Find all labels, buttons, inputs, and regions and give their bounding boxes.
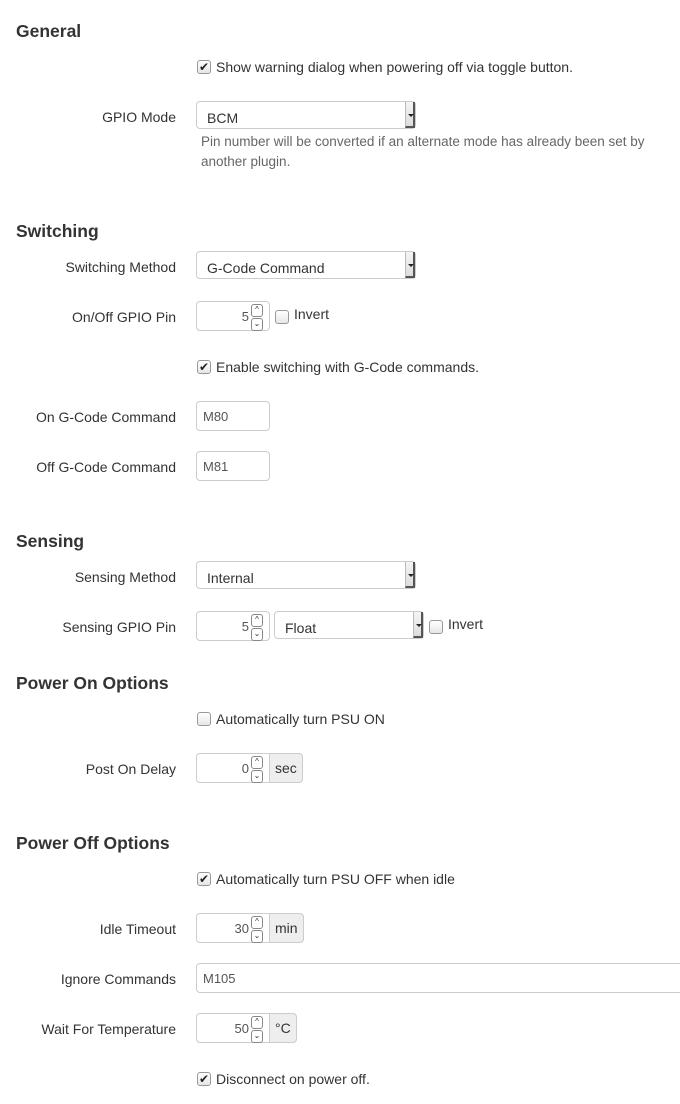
idle-timeout-unit: min [270,913,304,943]
number-spinner[interactable] [251,614,263,638]
idle-timeout-input[interactable] [196,913,270,943]
number-spinner[interactable] [251,916,263,940]
spin-down-icon[interactable]: ⌄ [251,930,263,943]
disconnect-label: Disconnect on power off. [216,1071,370,1087]
sensing-invert-label: Invert [448,616,484,632]
sensing-method-label: Sensing Method [74,569,176,585]
gpio-mode-help: Pin number will be converted if an alternate mode has already been set by another plugin. [201,134,645,169]
onoff-pin-input[interactable] [196,301,270,331]
on-gcode-label: On G-Code Command [35,409,176,425]
sensing-pin-label: Sensing GPIO Pin [62,619,176,635]
ignore-commands-label: Ignore Commands [60,971,176,987]
gpio-mode-value: BCM [207,110,239,126]
sensing-method-value: Internal [207,570,254,586]
enable-gcode-checkbox[interactable]: ✔ [198,360,210,374]
post-on-delay-value: 0 [241,761,249,776]
on-gcode-input[interactable]: M80 [196,401,270,431]
section-heading-power-on: Power On Options [16,673,169,693]
onoff-pin-value: 5 [241,309,249,324]
sensing-pull-select[interactable] [274,611,424,639]
wait-temp-unit: °C [270,1013,297,1043]
wait-temp-value: 50 [234,1021,249,1036]
show-warning-checkbox[interactable]: ✔ [198,60,210,74]
off-gcode-label: Off G-Code Command [36,459,176,475]
post-on-delay-input[interactable] [196,753,270,783]
spin-up-icon[interactable]: ^ [251,614,263,627]
section-heading-power-off: Power Off Options [16,833,170,853]
spin-down-icon[interactable]: ⌄ [251,1030,263,1043]
spin-down-icon[interactable]: ⌄ [251,318,263,331]
gpio-mode-label: GPIO Mode [102,109,176,125]
sensing-invert-checkbox[interactable] [429,620,443,634]
dropdown-arrow-icon [405,562,415,588]
dropdown-arrow-icon [405,252,415,278]
spin-up-icon[interactable]: ^ [251,916,263,929]
number-spinner[interactable] [251,756,263,780]
dropdown-arrow-icon [413,612,423,638]
sensing-pin-value: 5 [241,619,249,634]
section-heading-switching: Switching [16,221,99,241]
switching-method-value: G-Code Command [207,260,325,276]
gpio-mode-select[interactable] [196,101,416,129]
show-warning-label: Show warning dialog when powering off via toggle button. [216,59,573,75]
onoff-invert-checkbox[interactable] [275,310,289,324]
idle-timeout-value: 30 [234,921,249,936]
switching-method-label: Switching Method [65,259,176,275]
spin-up-icon[interactable]: ^ [251,756,263,769]
sensing-method-select[interactable] [196,561,416,589]
auto-on-label: Automatically turn PSU ON [216,711,385,727]
enable-gcode-label: Enable switching with G-Code commands. [216,359,480,375]
sensing-pin-input[interactable] [196,611,270,641]
auto-off-label: Automatically turn PSU OFF when idle [216,871,455,887]
wait-temp-input[interactable] [196,1013,270,1043]
post-on-delay-unit: sec [270,753,303,783]
section-heading-sensing: Sensing [16,531,85,551]
spin-up-icon[interactable]: ^ [251,1016,263,1029]
spin-down-icon[interactable]: ⌄ [251,628,263,641]
spin-down-icon[interactable]: ⌄ [251,770,263,783]
disconnect-checkbox[interactable]: ✔ [198,1072,210,1086]
onoff-invert-label: Invert [294,306,330,322]
wait-temp-label: Wait For Temperature [41,1021,176,1037]
off-gcode-input[interactable]: M81 [196,451,270,481]
dropdown-arrow-icon [405,102,415,128]
auto-off-checkbox[interactable]: ✔ [198,872,210,886]
onoff-pin-label: On/Off GPIO Pin [71,309,176,325]
auto-on-checkbox[interactable] [197,712,211,726]
idle-timeout-label: Idle Timeout [99,921,176,937]
spin-up-icon[interactable]: ^ [251,304,263,317]
number-spinner[interactable] [251,304,263,328]
number-spinner[interactable] [251,1016,263,1040]
switching-method-select[interactable] [196,251,416,279]
post-on-delay-label: Post On Delay [85,761,176,777]
sensing-pull-value: Float [285,620,317,636]
ignore-commands-input[interactable]: M105 [196,963,680,993]
section-heading-general: General [16,21,82,41]
